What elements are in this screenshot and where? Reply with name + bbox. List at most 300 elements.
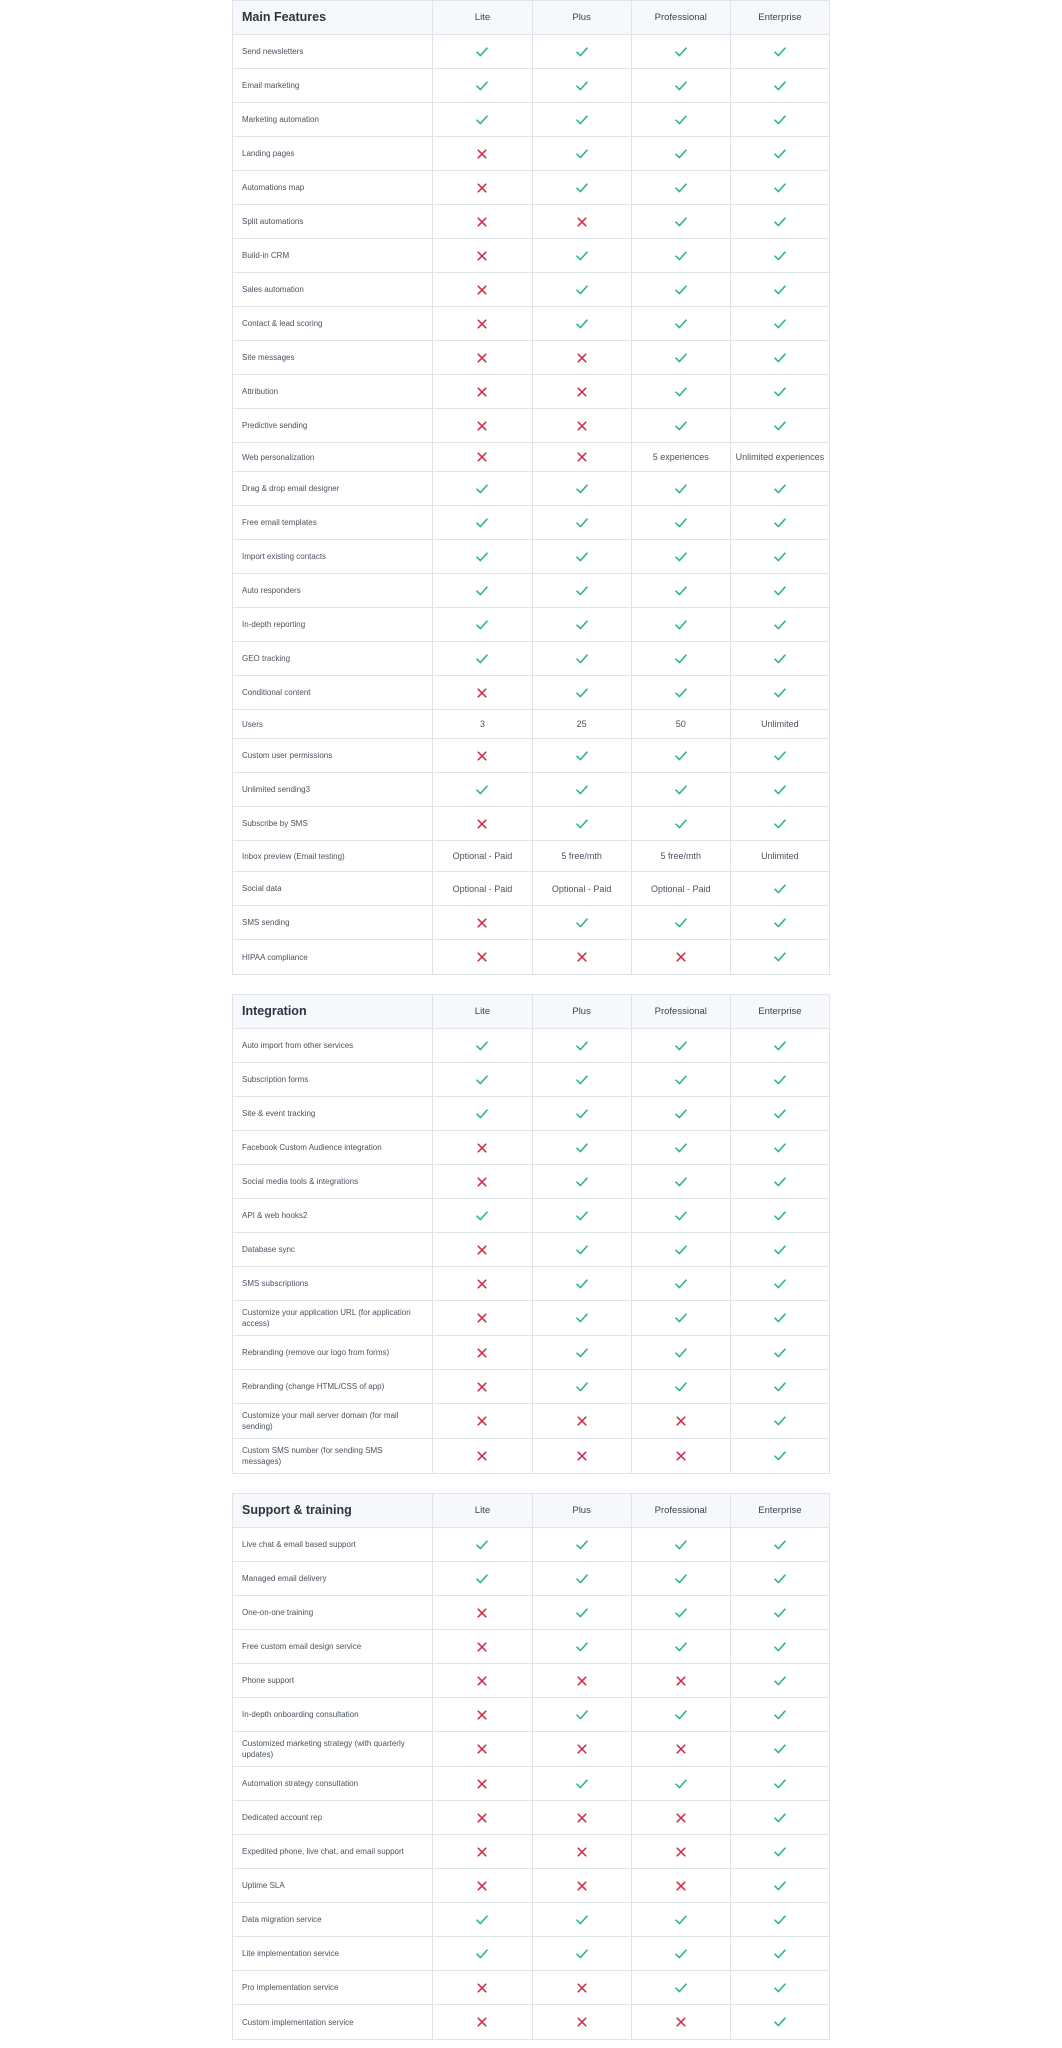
feature-value-professional [631,1698,730,1731]
feature-value-enterprise [730,1131,829,1164]
cross-icon [577,1744,587,1754]
cross-icon [477,1245,487,1255]
plan-header-plus: Plus [532,1,631,34]
feature-value-professional [631,2005,730,2039]
cross-icon [577,1813,587,1823]
feature-row [233,1767,829,1801]
check-icon [675,1574,687,1584]
feature-value-plus [532,1063,631,1096]
feature-row [233,906,829,940]
check-icon [476,484,488,494]
feature-row [233,1063,829,1097]
feature-name: Lite implementation service [242,1949,339,1958]
feature-name: Customize your application URL (for application access) [242,1308,411,1328]
feature-value-professional [631,1630,730,1663]
check-icon [675,819,687,829]
check-icon [774,149,786,159]
feature-value-enterprise [730,171,829,204]
feature-value-lite [432,171,531,204]
check-icon [675,1177,687,1187]
feature-row [233,773,829,807]
feature-row [233,1528,829,1562]
feature-row [233,710,829,739]
check-icon [476,1915,488,1925]
check-icon [774,319,786,329]
check-icon [576,183,588,193]
feature-value-enterprise [730,1199,829,1232]
feature-value-lite [432,1370,531,1403]
cross-icon [477,1143,487,1153]
check-icon [774,1540,786,1550]
check-icon [774,1109,786,1119]
check-icon [576,1143,588,1153]
cross-icon [477,285,487,295]
feature-value-plus [532,841,631,871]
check-icon [675,1245,687,1255]
check-icon [576,552,588,562]
check-icon [774,1143,786,1153]
feature-row [233,1664,829,1698]
feature-value-enterprise [730,642,829,675]
cross-icon [676,1451,686,1461]
check-icon [576,1041,588,1051]
feature-value-plus [532,375,631,408]
feature-row [233,739,829,773]
cross-icon [477,319,487,329]
feature-value-lite [432,1528,531,1561]
feature-name: Marketing automation [242,115,319,124]
cross-icon [477,1676,487,1686]
feature-value-enterprise [730,1267,829,1300]
feature-value-plus [532,1664,631,1697]
check-icon [774,2017,786,2027]
cross-icon [477,1313,487,1323]
feature-value-enterprise [730,710,829,738]
feature-value-plus [532,409,631,442]
section-title: Support & training [242,1503,352,1517]
cross-icon [477,1744,487,1754]
feature-value-professional [631,1664,730,1697]
plan-header-plus: Plus [532,995,631,1028]
feature-value-professional [631,1869,730,1902]
feature-row [233,1404,829,1439]
check-icon [675,387,687,397]
check-icon [675,1041,687,1051]
feature-value-plus [532,940,631,974]
feature-value-lite [432,1063,531,1096]
feature-value-lite [432,940,531,974]
cross-icon [477,1813,487,1823]
feature-name: Automations map [242,183,305,192]
plan-header-enterprise: Enterprise [730,1494,829,1527]
cross-icon [676,1676,686,1686]
check-icon [675,1949,687,1959]
feature-value-text: Unlimited experiences [735,452,825,462]
check-icon [774,1075,786,1085]
plan-header-professional: Professional [631,1,730,34]
check-icon [576,1642,588,1652]
feature-row [233,540,829,574]
check-icon [576,1211,588,1221]
feature-value-professional [631,1596,730,1629]
cross-icon [577,1451,587,1461]
check-icon [774,1041,786,1051]
feature-value-plus [532,1199,631,1232]
feature-row [233,1336,829,1370]
feature-row [233,205,829,239]
feature-value-professional [631,171,730,204]
check-icon [675,1075,687,1085]
feature-name: Social data [242,884,282,893]
feature-value-lite [432,739,531,772]
feature-row [233,2005,829,2039]
feature-value-professional [631,239,730,272]
feature-value-enterprise [730,1029,829,1062]
feature-name: Custom user permissions [242,751,333,760]
feature-value-lite [432,2005,531,2039]
cross-icon [676,1813,686,1823]
check-icon [675,251,687,261]
feature-value-lite [432,1937,531,1970]
plan-header-professional: Professional [631,995,730,1028]
check-icon [675,620,687,630]
check-icon [476,81,488,91]
cross-icon [477,149,487,159]
feature-value-plus [532,1801,631,1834]
feature-value-plus [532,1562,631,1595]
check-icon [576,1949,588,1959]
check-icon [774,518,786,528]
check-icon [774,785,786,795]
feature-value-text: 5 free/mth [561,851,602,861]
feature-value-plus [532,1301,631,1335]
cross-icon [477,1279,487,1289]
check-icon [774,1574,786,1584]
feature-name: Uptime SLA [242,1881,285,1890]
check-icon [675,183,687,193]
cross-icon [577,2017,587,2027]
feature-value-lite [432,1301,531,1335]
feature-value-plus [532,1336,631,1369]
feature-value-enterprise [730,1562,829,1595]
check-icon [675,217,687,227]
feature-value-enterprise [730,409,829,442]
feature-name: Custom implementation service [242,2017,354,2027]
feature-value-text: Optional - Paid [452,883,513,894]
check-icon [774,952,786,962]
feature-value-enterprise [730,1630,829,1663]
cross-icon [577,353,587,363]
feature-value-enterprise [730,205,829,238]
feature-value-plus [532,608,631,641]
feature-value-text: Unlimited [761,851,799,861]
cross-icon [477,952,487,962]
check-icon [774,1642,786,1652]
check-icon [576,620,588,630]
check-icon [774,688,786,698]
feature-value-plus [532,2005,631,2039]
cross-icon [676,1847,686,1857]
check-icon [576,1245,588,1255]
feature-value-professional [631,841,730,871]
check-icon [675,1348,687,1358]
check-icon [576,1540,588,1550]
check-icon [476,47,488,57]
check-icon [576,819,588,829]
feature-value-enterprise [730,540,829,573]
feature-value-lite [432,137,531,170]
feature-row [233,307,829,341]
feature-value-plus [532,807,631,840]
check-icon [774,1813,786,1823]
section-table [232,994,830,1474]
feature-name: Dedicated account rep [242,1813,323,1822]
feature-value-plus [532,1165,631,1198]
feature-value-professional [631,710,730,738]
feature-name: Predictive sending [242,421,308,430]
feature-value-lite [432,1267,531,1300]
check-icon [576,1608,588,1618]
check-icon [476,1574,488,1584]
feature-name: Live chat & email based support [242,1540,356,1549]
feature-name: Pro implementation service [242,1983,339,1992]
feature-value-professional [631,1029,730,1062]
check-icon [576,918,588,928]
check-icon [576,1382,588,1392]
check-icon [774,421,786,431]
feature-value-text: Optional - Paid [650,883,711,894]
feature-value-lite [432,205,531,238]
feature-row [233,1562,829,1596]
feature-value-enterprise [730,608,829,641]
feature-value-professional [631,1267,730,1300]
feature-value-enterprise [730,472,829,505]
feature-value-enterprise [730,676,829,709]
cross-icon [477,688,487,698]
cross-icon [477,1348,487,1358]
feature-name: Subscribe by SMS [242,819,308,828]
feature-row [233,137,829,171]
feature-value-lite [432,1439,531,1473]
feature-value-professional [631,69,730,102]
check-icon [576,251,588,261]
check-icon [675,552,687,562]
feature-value-lite [432,1630,531,1663]
section-table [232,1493,830,2040]
feature-value-enterprise [730,1698,829,1731]
feature-value-lite [432,773,531,806]
feature-row [233,807,829,841]
feature-value-plus [532,506,631,539]
check-icon [576,586,588,596]
check-icon [476,115,488,125]
feature-value-lite [432,1165,531,1198]
feature-value-enterprise [730,1903,829,1936]
check-icon [774,1348,786,1358]
feature-value-enterprise [730,103,829,136]
check-icon [675,1211,687,1221]
feature-name: API & web hooks2 [242,1211,308,1220]
check-icon [576,1779,588,1789]
feature-value-plus [532,710,631,738]
check-icon [774,586,786,596]
feature-name: Customized marketing strategy (with quarterly updates) [242,1739,405,1759]
feature-value-plus [532,171,631,204]
feature-value-plus [532,540,631,573]
feature-value-plus [532,739,631,772]
check-icon [476,1109,488,1119]
feature-row [233,1267,829,1301]
cross-icon [477,421,487,431]
feature-name: Contact & lead scoring [242,319,323,328]
feature-value-enterprise [730,841,829,871]
feature-name: Rebranding (change HTML/CSS of app) [242,1382,385,1391]
feature-value-professional [631,1801,730,1834]
feature-value-plus [532,341,631,374]
feature-value-professional [631,1562,730,1595]
check-icon [675,1143,687,1153]
check-icon [675,285,687,295]
feature-value-enterprise [730,1165,829,1198]
cross-icon [477,1451,487,1461]
check-icon [675,421,687,431]
feature-value-professional [631,103,730,136]
feature-value-professional [631,443,730,471]
feature-row [233,1596,829,1630]
plan-header-enterprise: Enterprise [730,995,829,1028]
feature-name: Users [242,719,263,729]
check-icon [774,353,786,363]
cross-icon [477,1642,487,1652]
check-icon [476,1075,488,1085]
feature-value-professional [631,1404,730,1438]
feature-name: In-depth reporting [242,620,306,629]
feature-name: SMS subscriptions [242,1279,309,1288]
feature-name: Managed email delivery [242,1574,327,1583]
feature-value-plus [532,273,631,306]
feature-row [233,1971,829,2005]
feature-value-enterprise [730,1404,829,1438]
feature-value-enterprise [730,1869,829,1902]
feature-row [233,1097,829,1131]
feature-value-plus [532,676,631,709]
check-icon [774,751,786,761]
feature-value-enterprise [730,239,829,272]
feature-value-professional [631,872,730,905]
feature-value-plus [532,1233,631,1266]
check-icon [675,1279,687,1289]
feature-value-professional [631,409,730,442]
check-icon [576,1109,588,1119]
check-icon [675,751,687,761]
check-icon [476,518,488,528]
feature-row [233,1869,829,1903]
feature-value-lite [432,1131,531,1164]
feature-value-lite [432,574,531,607]
feature-name: Landing pages [242,149,295,158]
feature-value-enterprise [730,906,829,939]
feature-value-professional [631,608,730,641]
check-icon [675,81,687,91]
cross-icon [477,1710,487,1720]
feature-value-lite [432,1835,531,1868]
feature-row [233,1732,829,1767]
check-icon [774,1416,786,1426]
feature-value-lite [432,676,531,709]
feature-name: One-on-one training [242,1608,314,1617]
check-icon [774,1983,786,1993]
feature-name: Data migration service [242,1915,322,1924]
feature-row [233,872,829,906]
feature-value-plus [532,1630,631,1663]
feature-value-lite [432,1562,531,1595]
feature-row [233,506,829,540]
check-icon [675,1983,687,1993]
check-icon [774,884,786,894]
check-icon [675,353,687,363]
feature-value-professional [631,540,730,573]
feature-value-professional [631,642,730,675]
feature-row [233,841,829,872]
feature-value-plus [532,1903,631,1936]
feature-value-enterprise [730,1835,829,1868]
feature-value-professional [631,35,730,68]
feature-value-professional [631,1131,730,1164]
cross-icon [477,918,487,928]
check-icon [675,319,687,329]
check-icon [576,1075,588,1085]
check-icon [774,484,786,494]
feature-value-plus [532,1370,631,1403]
feature-value-professional [631,1097,730,1130]
check-icon [675,1382,687,1392]
check-icon [476,620,488,630]
feature-value-text: 3 [479,719,485,729]
feature-row [233,1029,829,1063]
feature-value-plus [532,1029,631,1062]
feature-value-lite [432,375,531,408]
check-icon [675,1540,687,1550]
section-title: Main Features [242,10,327,24]
check-icon [476,1949,488,1959]
feature-value-plus [532,1596,631,1629]
check-icon [476,1540,488,1550]
check-icon [774,1847,786,1857]
cross-icon [477,1382,487,1392]
check-icon [774,81,786,91]
feature-value-lite [432,608,531,641]
feature-value-lite [432,103,531,136]
feature-row [233,1698,829,1732]
feature-value-lite [432,443,531,471]
feature-value-enterprise [730,1767,829,1800]
feature-value-lite [432,1097,531,1130]
feature-value-lite [432,1698,531,1731]
feature-value-plus [532,1869,631,1902]
feature-value-plus [532,1937,631,1970]
check-icon [675,1779,687,1789]
feature-value-professional [631,574,730,607]
check-icon [774,1949,786,1959]
feature-value-plus [532,205,631,238]
check-icon [476,586,488,596]
check-icon [476,1041,488,1051]
feature-name: Site & event tracking [242,1109,316,1118]
feature-value-professional [631,676,730,709]
feature-value-plus [532,773,631,806]
feature-value-professional [631,1165,730,1198]
feature-value-lite [432,69,531,102]
